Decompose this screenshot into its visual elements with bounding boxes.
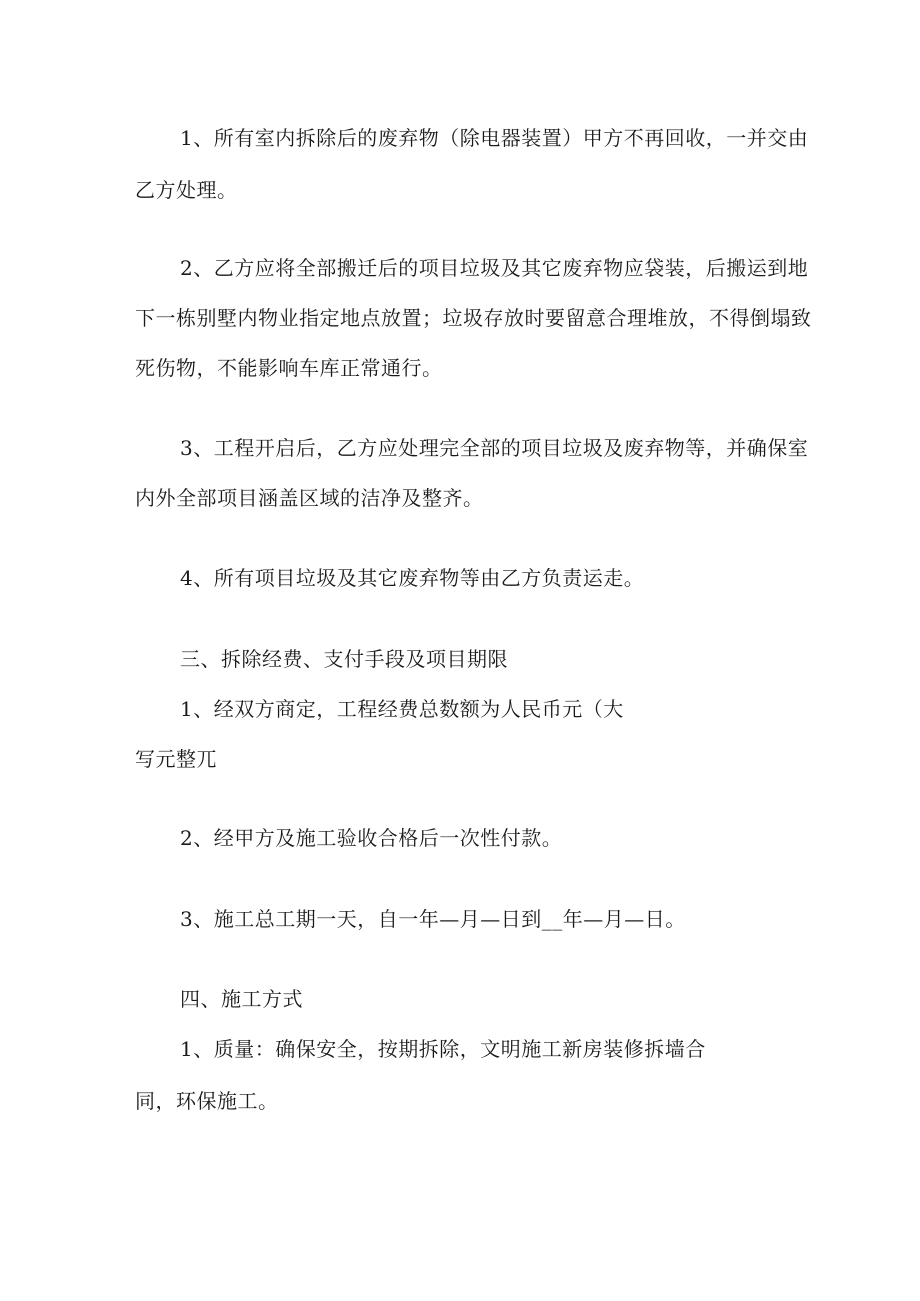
section-3-item-1-line-1: 1、经双方商定，工程经费总数额为人民币元（大	[180, 697, 624, 721]
paragraph-1-line-2: 乙方处理。	[135, 178, 238, 202]
paragraph-1-line-1: 1、所有室内拆除后的废弃物（除电器装置）甲方不再回收，一并交由	[180, 126, 809, 150]
section-4-item-1-line-1: 1、质量：确保安全，按期拆除，文明施工新房装修拆墙合	[180, 1037, 706, 1061]
section-3-item-1-line-2: 写元整兀	[135, 747, 217, 771]
paragraph-2-line-1: 2、乙方应将全部搬迁后的项目垃圾及其它废弃物应袋装，后搬运到地	[180, 256, 809, 280]
paragraph-3-line-1: 3、工程开启后，乙方应处理完全部的项目垃圾及废弃物等，并确保室	[180, 436, 809, 460]
section-4-item-1-line-2: 同，环保施工。	[135, 1089, 279, 1113]
paragraph-4-line-1: 4、所有项目垃圾及其它废弃物等由乙方负责运走。	[180, 566, 645, 590]
section-3-item-3: 3、施工总工期一天，自一年—月—日到__年—月—日。	[180, 907, 686, 931]
paragraph-2-line-3: 死伤物，不能影响车库正常通行。	[135, 356, 443, 380]
section-3-item-2: 2、经甲方及施工验收合格后一次性付款。	[180, 826, 563, 850]
section-3-heading: 三、拆除经费、支付手段及项目期限	[180, 647, 508, 671]
paragraph-3-line-2: 内外全部项目涵盖区域的洁净及整齐。	[135, 486, 484, 510]
paragraph-2-line-2: 下一栋别墅内物业指定地点放置；垃圾存放时要留意合理堆放，不得倒塌致	[135, 306, 812, 330]
section-4-heading: 四、施工方式	[180, 987, 303, 1011]
